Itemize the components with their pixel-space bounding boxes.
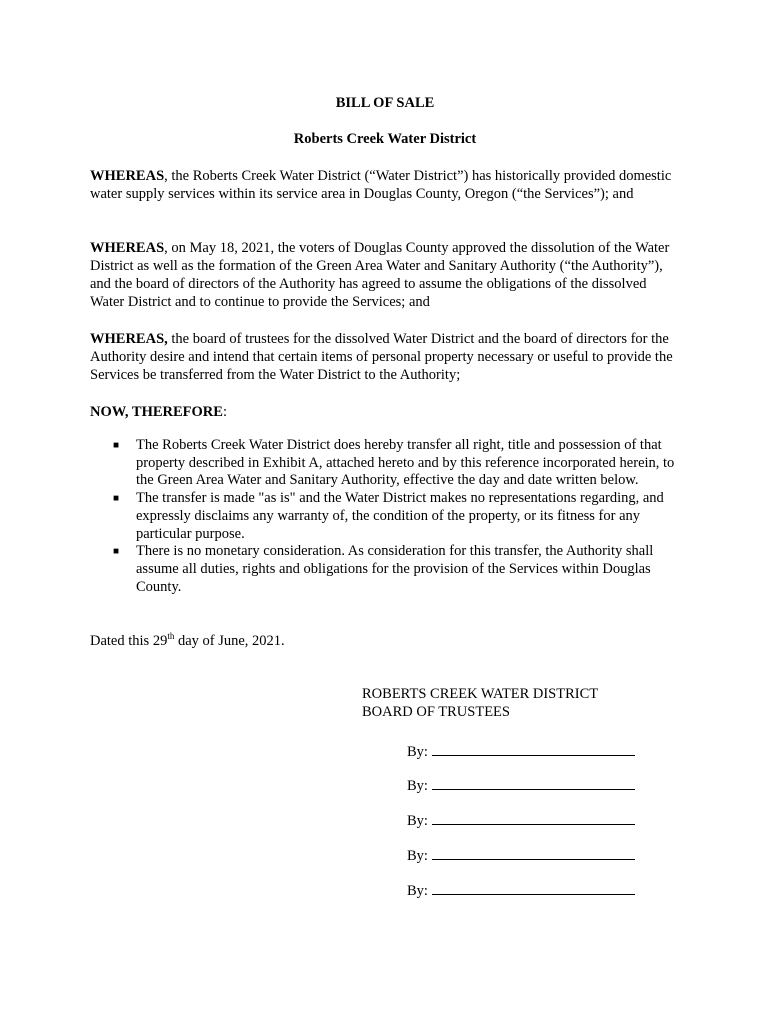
bullet-square-icon: ■ [113,546,120,558]
list-item-text: The Roberts Creek Water District does hereby transfer all right, title and possession of that property described in Exhibit A, attached hereto and by this reference incorporated herein, to the Green Area Water and Sanitary Authority, effective the day and date written below. [136,437,675,489]
signature-by-label: By: [407,778,428,794]
signature-line-5[interactable] [407,880,635,900]
signatory-block [362,685,598,721]
terms-list [113,437,683,596]
recital-3-text: the board of trustees for the dissolved Water District and the board of directors for the Authority desire and intend that certain items of personal property necessary or useful to provide the Services be transferred from the Water District to the Authority; [90,331,673,383]
signature-by-label: By: [407,883,428,899]
dated-prefix: Dated this 29 [90,633,168,649]
list-item [113,543,683,596]
recital-2-lead: WHEREAS [90,240,165,256]
recital-3-lead: WHEREAS, [90,331,168,347]
document-subtitle: Roberts Creek Water District [293,131,477,147]
signature-blank[interactable] [432,880,635,895]
signature-line-2[interactable] [407,775,635,795]
signature-by-label: By: [407,813,428,829]
signature-blank[interactable] [432,845,635,860]
now-therefore-heading [90,403,680,421]
signatory-name: ROBERTS CREEK WATER DISTRICT [362,686,599,702]
recital-1-text: , the Roberts Creek Water District (“Water District”) has historically provided domestic water supply services within its service area in Douglas County, Oregon (“the Services”); and [90,168,672,202]
signatory-board: BOARD OF TRUSTEES [362,704,510,720]
signature-line-4[interactable] [407,845,635,865]
recital-2-text: , on May 18, 2021, the voters of Douglas County approved the dissolution of the Water District as well as the formation of the Green Area Water and Sanitary Authority (“the Authority”), and the board of directors of the Authority has agreed to assume the obligations of the dissolved Water District and to continue to provide the Services; and [90,240,670,310]
signature-by-label: By: [407,848,428,864]
signature-blank[interactable] [432,741,635,756]
list-item [113,437,683,490]
signature-blank[interactable] [432,775,635,790]
now-therefore-label: NOW, THEREFORE [90,404,223,420]
signature-blank[interactable] [432,810,635,825]
list-item-text: The transfer is made "as is" and the Water District makes no representations regarding, and expressly disclaims any warranty of, the condition of the property, or its fitness for any particular purpose. [136,490,664,542]
recital-2 [90,239,680,311]
recital-1 [90,167,680,203]
list-item [113,490,683,543]
recital-1-lead: WHEREAS [90,168,165,184]
signature-line-1[interactable] [407,741,635,761]
signature-by-label: By: [407,744,428,760]
dated-superscript: th [167,631,175,642]
document-title: BILL OF SALE [335,95,435,111]
dated-line [90,632,680,650]
recital-3 [90,330,680,384]
signature-line-3[interactable] [407,810,635,830]
now-therefore-colon: : [222,404,227,420]
bullet-square-icon: ■ [113,493,120,505]
bullet-square-icon: ■ [113,440,120,451]
list-item-text: There is no monetary consideration. As consideration for this transfer, the Authority shall assume all duties, rights and obligations for the provision of the Services within Douglas County. [136,543,654,595]
dated-suffix: day of June, 2021. [174,633,285,649]
